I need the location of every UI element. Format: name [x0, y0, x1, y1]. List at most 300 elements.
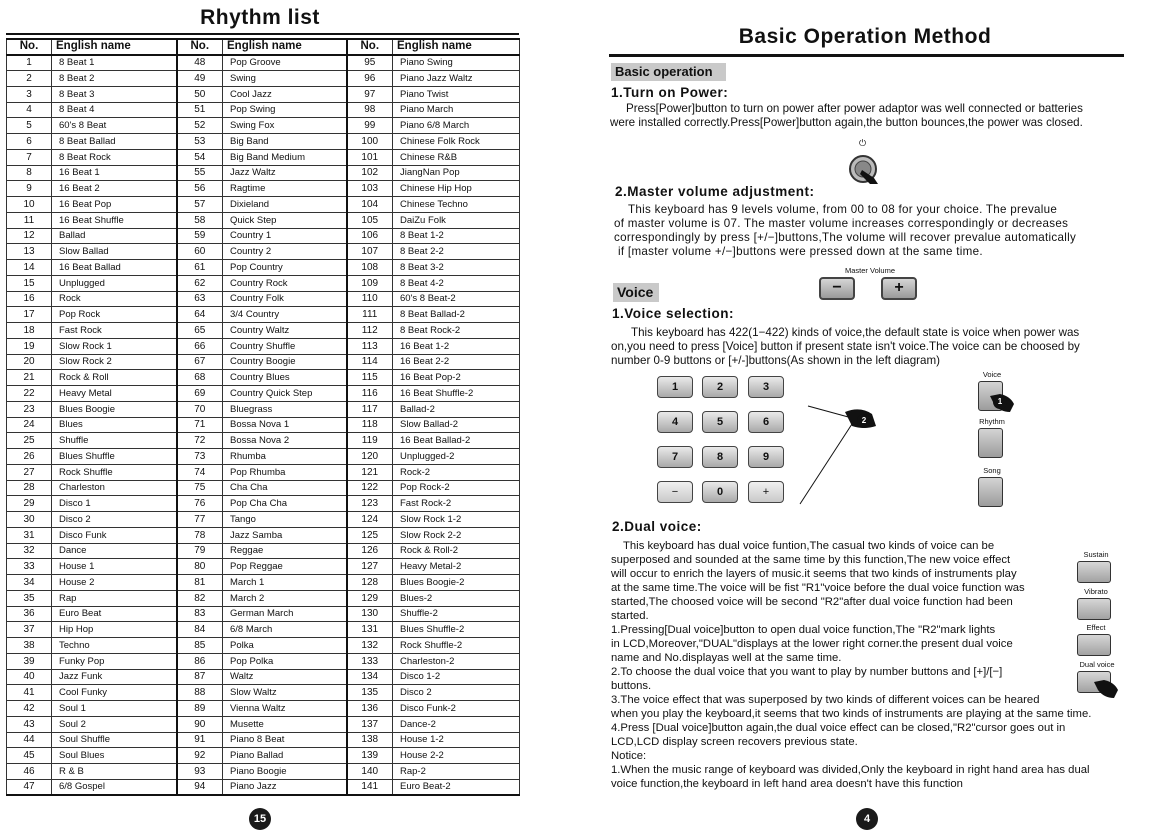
rhythm-number: 5	[7, 118, 52, 134]
rhythm-number: 67	[177, 354, 223, 370]
table-row	[7, 669, 520, 685]
rhythm-name: Funky Pop	[52, 653, 177, 669]
rhythm-name: Quick Step	[223, 212, 347, 228]
rhythm-number: 59	[177, 228, 223, 244]
rhythm-name: Rhumba	[223, 449, 347, 465]
rhythm-name: Soul Shuffle	[52, 732, 177, 748]
rhythm-list-title: Rhythm list	[200, 6, 320, 29]
table-row	[7, 165, 520, 181]
rhythm-number: 46	[7, 764, 52, 780]
rhythm-number: 45	[7, 748, 52, 764]
text-line: 1.When the music range of keyboard was divided,Only the keyboard in right hand area has dual	[611, 764, 1090, 776]
turn-on-power-heading: 1.Turn on Power:	[611, 85, 729, 100]
table-row	[7, 496, 520, 512]
rhythm-name: Jazz Samba	[223, 527, 347, 543]
title-rule	[609, 54, 1124, 57]
rhythm-number: 32	[7, 543, 52, 559]
keypad-button-6: 6	[748, 411, 784, 433]
rhythm-name: Country Waltz	[223, 323, 347, 339]
rhythm-name: DaiZu Folk	[393, 212, 520, 228]
rhythm-number: 106	[347, 228, 393, 244]
page-number: 4	[856, 808, 878, 830]
rhythm-name: Ballad-2	[393, 401, 520, 417]
rhythm-number: 19	[7, 338, 52, 354]
rhythm-number: 101	[347, 149, 393, 165]
pointer-lines-icon	[790, 398, 890, 508]
rhythm-number: 66	[177, 338, 223, 354]
text-line: Notice:	[611, 750, 647, 762]
column-header-name: English name	[223, 39, 347, 55]
table-row	[7, 323, 520, 339]
rhythm-number: 71	[177, 417, 223, 433]
turn-on-power-text	[610, 102, 1083, 130]
text-line: name and No.displayas well at the same time.	[611, 652, 842, 664]
rhythm-name: Blues Boogie-2	[393, 575, 520, 591]
rhythm-name: Cool Funky	[52, 685, 177, 701]
rhythm-number: 97	[347, 86, 393, 102]
keypad-button-1: 1	[657, 376, 693, 398]
rhythm-name: Swing	[223, 71, 347, 87]
keypad-button-2: 2	[702, 376, 738, 398]
column-header-name: English name	[393, 39, 520, 55]
song-button	[978, 477, 1003, 507]
table-row	[7, 543, 520, 559]
rhythm-number: 128	[347, 575, 393, 591]
rhythm-name: Ragtime	[223, 181, 347, 197]
table-row	[7, 181, 520, 197]
rhythm-number: 109	[347, 275, 393, 291]
rhythm-number: 75	[177, 480, 223, 496]
rhythm-number: 44	[7, 732, 52, 748]
rhythm-name: Big Band	[223, 134, 347, 150]
rhythm-name: Blues Boogie	[52, 401, 177, 417]
pressing-hand-icon	[1092, 678, 1120, 700]
rhythm-number: 96	[347, 71, 393, 87]
column-header-no: No.	[347, 39, 393, 55]
vibrato-button-label: Vibrato	[1084, 587, 1108, 596]
rhythm-button	[978, 428, 1003, 458]
step-2-badge: 2	[857, 414, 871, 428]
rhythm-name: Country Rock	[223, 275, 347, 291]
rhythm-name: Pop Polka	[223, 653, 347, 669]
table-row	[7, 275, 520, 291]
rhythm-button-label: Rhythm	[979, 417, 1005, 426]
rhythm-name: Ballad	[52, 228, 177, 244]
page-title: Basic Operation Method	[738, 25, 992, 48]
table-row	[7, 401, 520, 417]
rhythm-number: 31	[7, 527, 52, 543]
effect-button-label: Effect	[1086, 623, 1106, 632]
rhythm-number: 70	[177, 401, 223, 417]
rhythm-number: 36	[7, 606, 52, 622]
rhythm-number: 132	[347, 638, 393, 654]
rhythm-name: Rock & Roll	[52, 370, 177, 386]
rhythm-name: Vienna Waltz	[223, 701, 347, 717]
rhythm-name: Blues Shuffle-2	[393, 622, 520, 638]
rhythm-number: 80	[177, 559, 223, 575]
rhythm-name: Polka	[223, 638, 347, 654]
rhythm-number: 120	[347, 449, 393, 465]
rhythm-number: 119	[347, 433, 393, 449]
rhythm-name: Chinese R&B	[393, 149, 520, 165]
rhythm-number: 3	[7, 86, 52, 102]
rhythm-name: 60's 8 Beat	[52, 118, 177, 134]
rhythm-number: 34	[7, 575, 52, 591]
rhythm-name: Slow Rock 1-2	[393, 512, 520, 528]
rhythm-name: Soul Blues	[52, 748, 177, 764]
rhythm-name: Chinese Hip Hop	[393, 181, 520, 197]
rhythm-number: 28	[7, 480, 52, 496]
rhythm-number: 100	[347, 134, 393, 150]
rhythm-number: 122	[347, 480, 393, 496]
rhythm-name: Fast Rock-2	[393, 496, 520, 512]
rhythm-number: 25	[7, 433, 52, 449]
table-row	[7, 527, 520, 543]
rhythm-number: 83	[177, 606, 223, 622]
rhythm-number: 47	[7, 779, 52, 795]
rhythm-number: 10	[7, 197, 52, 213]
rhythm-name: Heavy Metal	[52, 386, 177, 402]
table-row	[7, 559, 520, 575]
rhythm-number: 6	[7, 134, 52, 150]
table-header-row	[7, 39, 520, 55]
rhythm-number: 65	[177, 323, 223, 339]
rhythm-number: 105	[347, 212, 393, 228]
rhythm-number: 88	[177, 685, 223, 701]
text-line: voice function,the keyboard in left hand area doesn't have this function	[611, 778, 963, 790]
rhythm-number: 54	[177, 149, 223, 165]
text-line: 3.The voice effect that was superposed by two kinds of different voices can be heared	[611, 694, 1040, 706]
rhythm-number: 52	[177, 118, 223, 134]
rhythm-number: 135	[347, 685, 393, 701]
rhythm-name: 16 Beat 1-2	[393, 338, 520, 354]
rhythm-number: 85	[177, 638, 223, 654]
rhythm-name: 8 Beat 3	[52, 86, 177, 102]
rhythm-number: 43	[7, 716, 52, 732]
rhythm-name: Pop Cha Cha	[223, 496, 347, 512]
rhythm-name: Slow Ballad	[52, 244, 177, 260]
table-row	[7, 590, 520, 606]
rhythm-number: 94	[177, 779, 223, 795]
rhythm-number: 57	[177, 197, 223, 213]
rhythm-name: March 1	[223, 575, 347, 591]
rhythm-name: House 2	[52, 575, 177, 591]
rhythm-name: Slow Ballad-2	[393, 417, 520, 433]
keypad-button-0: 0	[702, 481, 738, 503]
table-row	[7, 606, 520, 622]
rhythm-number: 115	[347, 370, 393, 386]
voice-selection-text	[611, 326, 1080, 368]
rhythm-name: Dance-2	[393, 716, 520, 732]
table-row	[7, 386, 520, 402]
rhythm-number: 129	[347, 590, 393, 606]
rhythm-number: 91	[177, 732, 223, 748]
page-number: 15	[249, 808, 271, 830]
rhythm-name: Chinese Techno	[393, 197, 520, 213]
rhythm-name: 8 Beat 3-2	[393, 260, 520, 276]
rhythm-name: Bluegrass	[223, 401, 347, 417]
rhythm-number: 20	[7, 354, 52, 370]
rhythm-name: 6/8 Gospel	[52, 779, 177, 795]
rhythm-number: 50	[177, 86, 223, 102]
rhythm-name: Charleston-2	[393, 653, 520, 669]
rhythm-number: 29	[7, 496, 52, 512]
rhythm-name: 16 Beat Pop-2	[393, 370, 520, 386]
rhythm-name: Slow Waltz	[223, 685, 347, 701]
rhythm-number: 78	[177, 527, 223, 543]
rhythm-name: House 1	[52, 559, 177, 575]
rhythm-number: 113	[347, 338, 393, 354]
rhythm-number: 103	[347, 181, 393, 197]
rhythm-name: House 2-2	[393, 748, 520, 764]
rhythm-name: Pop Swing	[223, 102, 347, 118]
rhythm-number: 53	[177, 134, 223, 150]
rhythm-name: 16 Beat Shuffle	[52, 212, 177, 228]
rhythm-number: 104	[347, 197, 393, 213]
text-line: LCD,LCD display screen recovers previous state.	[611, 736, 858, 748]
rhythm-name: Unplugged-2	[393, 449, 520, 465]
table-row	[7, 716, 520, 732]
rhythm-number: 56	[177, 181, 223, 197]
rhythm-number: 18	[7, 323, 52, 339]
rhythm-number: 99	[347, 118, 393, 134]
text-line: correspondingly by press [+/−]buttons,The volume will recover prevalue automatically	[614, 231, 1077, 244]
rhythm-number: 55	[177, 165, 223, 181]
rhythm-number: 41	[7, 685, 52, 701]
rhythm-name: Big Band Medium	[223, 149, 347, 165]
rhythm-name: Piano Jazz	[223, 779, 347, 795]
rhythm-number: 133	[347, 653, 393, 669]
rhythm-number: 8	[7, 165, 52, 181]
rhythm-number: 21	[7, 370, 52, 386]
rhythm-number: 117	[347, 401, 393, 417]
rhythm-number: 141	[347, 779, 393, 795]
text-line: of master volume is 07. The master volume increases correspondingly or decreases	[614, 217, 1069, 230]
table-row	[7, 732, 520, 748]
rhythm-number: 139	[347, 748, 393, 764]
text-line: started.	[611, 610, 649, 622]
rhythm-name: Waltz	[223, 669, 347, 685]
rhythm-number: 98	[347, 102, 393, 118]
rhythm-number: 30	[7, 512, 52, 528]
rhythm-number: 93	[177, 764, 223, 780]
text-line: Press[Power]button to turn on power after power adaptor was well connected or batteries	[626, 102, 1083, 115]
rhythm-name: Shuffle	[52, 433, 177, 449]
text-line: in LCD,Moreover,"DUAL"displays at the lower right corner.the present dual voice	[611, 638, 1013, 650]
table-row	[7, 338, 520, 354]
text-line: This keyboard has 422(1−422) kinds of voice,the default state is voice when power was	[631, 326, 1080, 339]
rhythm-name: Piano Boogie	[223, 764, 347, 780]
rhythm-number: 24	[7, 417, 52, 433]
rhythm-name: Piano Ballad	[223, 748, 347, 764]
rhythm-number: 23	[7, 401, 52, 417]
column-header-no: No.	[7, 39, 52, 55]
vibrato-button	[1077, 598, 1111, 620]
column-header-no: No.	[177, 39, 223, 55]
rhythm-number: 42	[7, 701, 52, 717]
rhythm-number: 72	[177, 433, 223, 449]
rhythm-name: Pop Reggae	[223, 559, 347, 575]
table-row	[7, 212, 520, 228]
rhythm-number: 60	[177, 244, 223, 260]
rhythm-name: Pop Groove	[223, 55, 347, 71]
keypad-button-5: 5	[702, 411, 738, 433]
rhythm-name: Rock-2	[393, 464, 520, 480]
table-row	[7, 480, 520, 496]
step-1-badge: 1	[993, 395, 1007, 409]
sustain-button	[1077, 561, 1111, 583]
keypad-button-4: 4	[657, 411, 693, 433]
rhythm-number: 49	[177, 71, 223, 87]
table-row	[7, 118, 520, 134]
table-row	[7, 307, 520, 323]
rhythm-name: 3/4 Country	[223, 307, 347, 323]
rhythm-name: Piano March	[393, 102, 520, 118]
rhythm-name: Pop Country	[223, 260, 347, 276]
rhythm-name: Country Boogie	[223, 354, 347, 370]
rhythm-number: 48	[177, 55, 223, 71]
master-volume-text	[614, 203, 1076, 259]
table-row	[7, 622, 520, 638]
rhythm-name: 60's 8 Beat-2	[393, 291, 520, 307]
master-volume-heading: 2.Master volume adjustment:	[615, 184, 815, 199]
rhythm-number: 77	[177, 512, 223, 528]
rhythm-name: Reggae	[223, 543, 347, 559]
dual-voice-heading: 2.Dual voice:	[612, 519, 702, 534]
rhythm-name: Disco 2	[52, 512, 177, 528]
rhythm-name: Disco 1-2	[393, 669, 520, 685]
rhythm-name: Euro Beat	[52, 606, 177, 622]
rhythm-name: Blues	[52, 417, 177, 433]
text-line: This keyboard has dual voice funtion,The casual two kinds of voice can be	[623, 540, 995, 552]
rhythm-name: Rap-2	[393, 764, 520, 780]
basic-operation-section-label: Basic operation	[611, 63, 726, 81]
rhythm-number: 121	[347, 464, 393, 480]
text-line: at the same time.The voice will be fist "R1"voice before the dual voice function was	[611, 582, 1025, 594]
dual-voice-button-label: Dual voice	[1079, 660, 1115, 669]
rhythm-number: 39	[7, 653, 52, 669]
rhythm-name: Country Quick Step	[223, 386, 347, 402]
effect-button	[1077, 634, 1111, 656]
rhythm-number: 16	[7, 291, 52, 307]
rhythm-number: 112	[347, 323, 393, 339]
rhythm-name: 8 Beat Rock-2	[393, 323, 520, 339]
text-line: This keyboard has 9 levels volume, from 00 to 08 for your choice. The prevalue	[628, 203, 1058, 216]
rhythm-name: Disco Funk	[52, 527, 177, 543]
rhythm-number: 33	[7, 559, 52, 575]
rhythm-name: Rap	[52, 590, 177, 606]
power-symbol-icon: ⏻	[859, 138, 867, 148]
rhythm-number: 62	[177, 275, 223, 291]
table-row	[7, 512, 520, 528]
rhythm-name: Slow Rock 2	[52, 354, 177, 370]
volume-minus-button: −	[819, 277, 855, 300]
text-line: 4.Press [Dual voice]button again,the dual voice effect can be closed,"R2"cursor goes out in	[611, 722, 1066, 734]
title-rule	[6, 33, 519, 35]
table-row	[7, 464, 520, 480]
volume-plus-button: +	[881, 277, 917, 300]
table-row	[7, 291, 520, 307]
rhythm-name: 8 Beat 2-2	[393, 244, 520, 260]
rhythm-name: Rock Shuffle-2	[393, 638, 520, 654]
rhythm-number: 90	[177, 716, 223, 732]
rhythm-number: 126	[347, 543, 393, 559]
rhythm-number: 73	[177, 449, 223, 465]
rhythm-name: 8 Beat 2	[52, 71, 177, 87]
table-row	[7, 764, 520, 780]
rhythm-number: 125	[347, 527, 393, 543]
rhythm-name: 16 Beat Ballad-2	[393, 433, 520, 449]
text-line: on,you need to press [Voice] button if present state isn't voice.The voice can be choosed by	[611, 340, 1080, 353]
table-row	[7, 55, 520, 71]
rhythm-name: Heavy Metal-2	[393, 559, 520, 575]
rhythm-number: 134	[347, 669, 393, 685]
table-row	[7, 354, 520, 370]
power-button-icon	[848, 154, 880, 186]
table-row	[7, 779, 520, 795]
text-line: 1.Pressing[Dual voice]button to open dual voice function,The "R2"mark lights	[611, 624, 996, 636]
rhythm-name: Piano Jazz Waltz	[393, 71, 520, 87]
rhythm-number: 108	[347, 260, 393, 276]
rhythm-name: Soul 1	[52, 701, 177, 717]
rhythm-name: Cool Jazz	[223, 86, 347, 102]
rhythm-number: 110	[347, 291, 393, 307]
table-row	[7, 701, 520, 717]
rhythm-number: 138	[347, 732, 393, 748]
rhythm-name: 8 Beat Rock	[52, 149, 177, 165]
text-line: will occur to enrich the layers of music.it seems that two kinds of instruments play	[611, 568, 1017, 580]
rhythm-name: German March	[223, 606, 347, 622]
rhythm-name: Disco Funk-2	[393, 701, 520, 717]
rhythm-name: Rock	[52, 291, 177, 307]
text-line: when you play the keyboard,it seems that two kinds of instruments are playing at the same time.	[611, 708, 1092, 720]
rhythm-number: 118	[347, 417, 393, 433]
keypad-button-plus: +	[748, 481, 784, 503]
rhythm-number: 11	[7, 212, 52, 228]
rhythm-number: 124	[347, 512, 393, 528]
sustain-button-label: Sustain	[1083, 550, 1109, 559]
rhythm-name: Pop Rock-2	[393, 480, 520, 496]
rhythm-name: JiangNan Pop	[393, 165, 520, 181]
text-line: were installed correctly.Press[Power]button again,the button bounces,the power was closed.	[610, 116, 1083, 129]
rhythm-number: 86	[177, 653, 223, 669]
rhythm-number: 61	[177, 260, 223, 276]
rhythm-number: 111	[347, 307, 393, 323]
rhythm-number: 14	[7, 260, 52, 276]
rhythm-number: 64	[177, 307, 223, 323]
rhythm-number: 2	[7, 71, 52, 87]
rhythm-name: 16 Beat 1	[52, 165, 177, 181]
rhythm-name: 8 Beat 4	[52, 102, 177, 118]
rhythm-name: 8 Beat 4-2	[393, 275, 520, 291]
table-row	[7, 449, 520, 465]
voice-button-label: Voice	[982, 370, 1002, 379]
rhythm-name: Jazz Waltz	[223, 165, 347, 181]
rhythm-number: 127	[347, 559, 393, 575]
rhythm-name: 8 Beat Ballad	[52, 134, 177, 150]
rhythm-number: 12	[7, 228, 52, 244]
rhythm-number: 13	[7, 244, 52, 260]
rhythm-number: 114	[347, 354, 393, 370]
dual-voice-text	[611, 539, 1091, 791]
table-row	[7, 102, 520, 118]
rhythm-name: Country Shuffle	[223, 338, 347, 354]
rhythm-name: 16 Beat 2	[52, 181, 177, 197]
rhythm-number: 95	[347, 55, 393, 71]
rhythm-name: Techno	[52, 638, 177, 654]
rhythm-name: Pop Rock	[52, 307, 177, 323]
rhythm-name: 8 Beat 1-2	[393, 228, 520, 244]
